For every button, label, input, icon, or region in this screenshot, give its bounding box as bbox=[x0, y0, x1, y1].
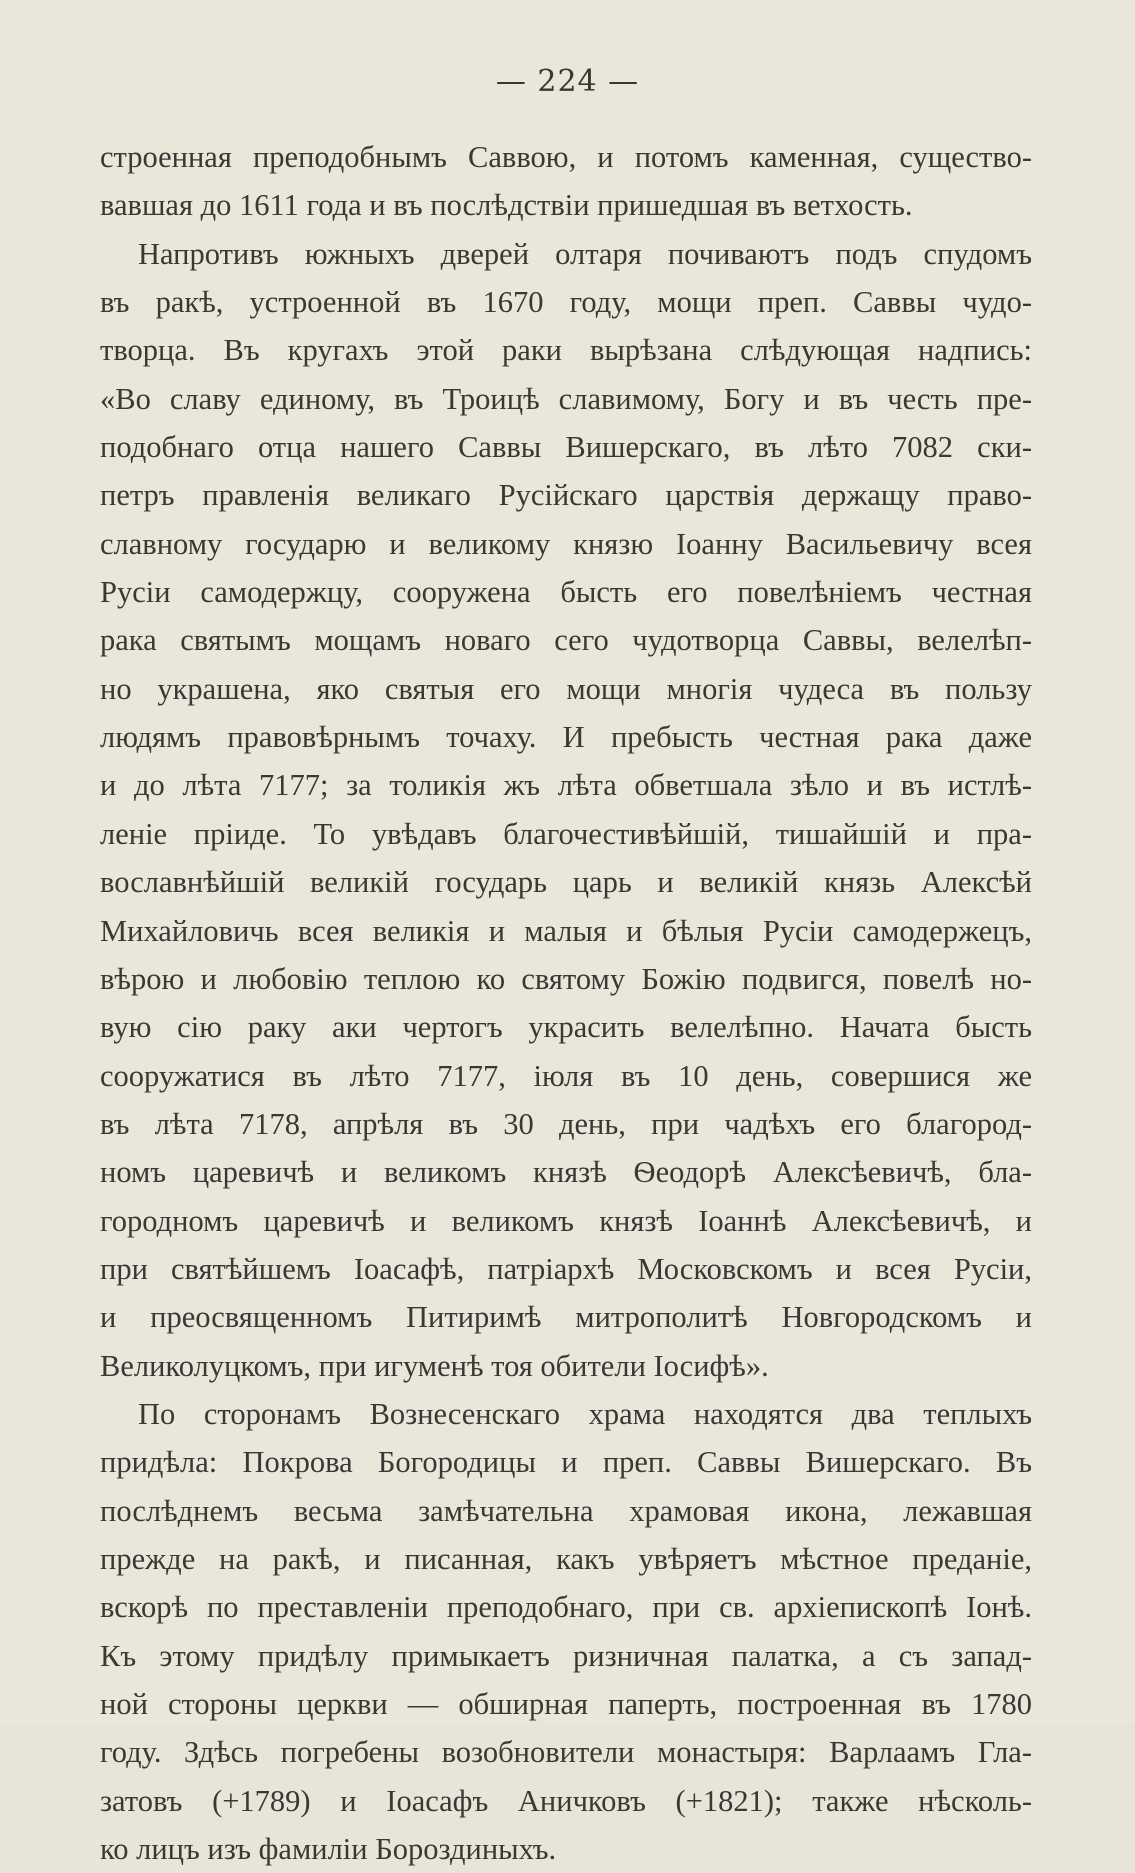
text-line: городномъ царевичѣ и великомъ князѣ Іоаннѣ Алексѣевичѣ, и bbox=[100, 1203, 1032, 1238]
text-line: творца. Въ кругахъ этой раки вырѣзана слѣдующая надпись: bbox=[100, 333, 1032, 368]
text-line: вую сію раку аки чертогъ украсить велелѣпно. Начата бысть bbox=[100, 1010, 1032, 1045]
text-line: году. Здѣсь погребены возобновители монастыря: Варлаамъ Гла- bbox=[100, 1735, 1032, 1770]
text-line: въ ракѣ, устроенной въ 1670 году, мощи преп. Саввы чудо- bbox=[100, 285, 1032, 320]
text-line: Михайловичь всея великія и малыя и бѣлыя Русіи самодержецъ, bbox=[100, 913, 1032, 948]
text-line: леніе пріиде. То увѣдавъ благочестивѣйшій, тишайшій и пра- bbox=[100, 816, 1032, 851]
text-line: въ лѣта 7178, апрѣля въ 30 день, при чадѣхъ его благород- bbox=[100, 1106, 1032, 1141]
paragraph-2 bbox=[100, 230, 1032, 1390]
text-line: петръ правленія великаго Русійскаго царствія держащу право- bbox=[100, 478, 1032, 513]
text-line: придѣла: Покрова Богородицы и преп. Саввы Вишерскаго. Въ bbox=[100, 1445, 1032, 1480]
body-text bbox=[100, 133, 1032, 1873]
text-line: Русіи самодержцу, сооружена бысть его повелѣніемъ честная bbox=[100, 575, 1032, 610]
text-line: «Во славу единому, въ Троицѣ славимому, Богу и въ честь пре- bbox=[100, 381, 1032, 416]
text-line: По сторонамъ Вознесенскаго храма находятся два теплыхъ bbox=[138, 1396, 1032, 1431]
text-line: номъ царевичѣ и великомъ князѣ Ѳеодорѣ Алексѣевичѣ, бла- bbox=[100, 1155, 1032, 1190]
text-line: ко лицъ изъ фамиліи Бороздиныхъ. bbox=[100, 1832, 557, 1867]
page-number: — 224 — bbox=[495, 64, 640, 99]
text-line: рака святымъ мощамъ новаго сего чудотворца Саввы, велелѣп- bbox=[100, 623, 1032, 658]
text-line: подобнаго отца нашего Саввы Вишерскаго, въ лѣто 7082 ски- bbox=[100, 430, 1032, 465]
text-line: Къ этому придѣлу примыкаетъ ризничная палатка, а съ запад- bbox=[100, 1638, 1032, 1673]
paragraph-3 bbox=[100, 1390, 1032, 1873]
text-line: вскорѣ по преставленіи преподобнаго, при св. архіепископѣ Іонѣ. bbox=[100, 1590, 1032, 1625]
text-line: ной стороны церкви — обширная паперть, построенная въ 1780 bbox=[100, 1687, 1032, 1721]
text-line: послѣднемъ весьма замѣчательна храмовая икона, лежавшая bbox=[100, 1493, 1032, 1528]
text-line: Великолуцкомъ, при игуменѣ тоя обители Іосифѣ». bbox=[100, 1348, 769, 1383]
text-line: славному государю и великому князю Іоанну Васильевичу всея bbox=[100, 526, 1032, 561]
text-line: вавшая до 1611 года и въ послѣдствіи пришедшая въ ветхость. bbox=[100, 188, 913, 223]
text-line: сооружатися въ лѣто 7177, іюля въ 10 день, совершися же bbox=[100, 1058, 1032, 1093]
text-line: затовъ (+1789) и Іоасафъ Аничковъ (+1821); также нѣсколь- bbox=[100, 1783, 1032, 1818]
text-line: и до лѣта 7177; за толикія жъ лѣта обветшала зѣло и въ истлѣ- bbox=[100, 768, 1032, 803]
text-line: прежде на ракѣ, и писанная, какъ увѣряетъ мѣстное преданіе, bbox=[100, 1541, 1032, 1576]
text-line: строенная преподобнымъ Саввою, и потомъ каменная, существо- bbox=[100, 140, 1032, 174]
text-line: вѣрою и любовію теплою ко святому Божію подвигся, повелѣ но- bbox=[100, 961, 1032, 996]
text-line: и преосвященномъ Питиримѣ митрополитѣ Новгородскомъ и bbox=[100, 1300, 1032, 1335]
text-line: Напротивъ южныхъ дверей олтаря почиваютъ подъ спудомъ bbox=[138, 236, 1032, 271]
paragraph-1 bbox=[100, 133, 1032, 230]
text-line: но украшена, яко святыя его мощи многія чудеса въ пользу bbox=[100, 671, 1032, 706]
text-line: людямъ правовѣрнымъ точаху. И пребысть честная рака даже bbox=[100, 720, 1032, 755]
text-line: вославнѣйшій великій государь царь и великій князь Алексѣй bbox=[100, 865, 1032, 900]
text-line: при святѣйшемъ Іоасафѣ, патріархѣ Московскомъ и всея Русіи, bbox=[100, 1251, 1032, 1286]
